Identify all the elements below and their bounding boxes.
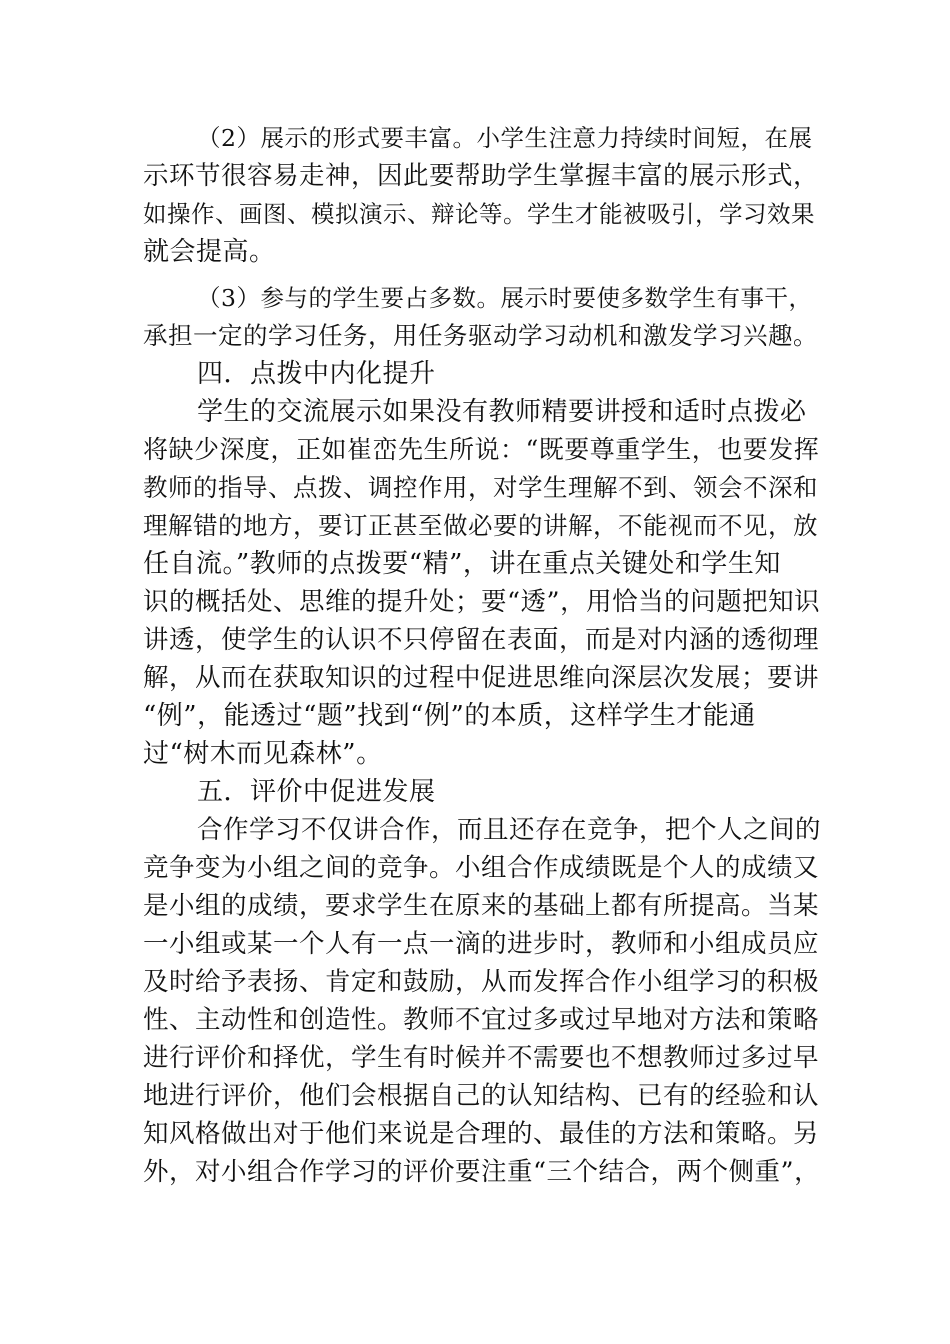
paragraph-line: 如操作、画图、模拟演示、辩论等。学生才能被吸引，学习效果 <box>143 200 815 228</box>
paragraph-line: 知风格做出对于他们来说是合理的、最佳的方法和策略。另 <box>143 1119 820 1149</box>
paragraph-line: （3）参与的学生要占多数。展示时要使多数学生有事干， <box>197 284 813 312</box>
paragraph-line: 竞争变为小组之间的竞争。小组合作成绩既是个人的成绩又 <box>143 853 820 883</box>
paragraph-line: 进行评价和择优，学生有时候并不需要也不想教师过多过早 <box>143 1043 820 1073</box>
paragraph-line: 性、主动性和创造性。教师不宜过多或过早地对方法和策略 <box>143 1005 820 1035</box>
paragraph-line: 是小组的成绩，要求学生在原来的基础上都有所提高。当某 <box>143 891 820 921</box>
paragraph-line: 地进行评价，他们会根据自己的认知结构、已有的经验和认 <box>143 1081 820 1111</box>
paragraph-line: “例”，能透过“题”找到“例”的本质，这样学生才能通 <box>143 701 756 731</box>
paragraph-line: 识的概括处、思维的提升处；要“透”，用恰当的问题把知识 <box>143 587 821 617</box>
paragraph-line: 及时给予表扬、肯定和鼓励，从而发挥合作小组学习的积极 <box>143 967 820 997</box>
paragraph-line: （2）展示的形式要丰富。小学生注意力持续时间短，在展 <box>197 124 813 152</box>
paragraph-line: 就会提高。 <box>143 237 276 267</box>
paragraph-line: 一小组或某一个人有一点一滴的进步时，教师和小组成员应 <box>143 929 820 959</box>
paragraph-line: 合作学习不仅讲合作，而且还存在竞争，把个人之间的 <box>197 815 822 845</box>
paragraph-line: 示环节很容易走神，因此要帮助学生掌握丰富的展示形式， <box>143 161 820 191</box>
paragraph-line: 外，对小组合作学习的评价要注重“三个结合，两个侧重”， <box>143 1157 821 1187</box>
section-heading: 四．点拨中内化提升 <box>197 359 436 389</box>
paragraph-line: 教师的指导、点拨、调控作用，对学生理解不到、领会不深和 <box>143 473 818 502</box>
paragraph-line: 学生的交流展示如果没有教师精要讲授和适时点拨必 <box>197 397 807 427</box>
paragraph-line: 讲透，使学生的认识不只停留在表面，而是对内涵的透彻理 <box>143 625 820 655</box>
paragraph-line: 将缺少深度，正如崔峦先生所说：“既要尊重学生，也要发挥 <box>143 435 820 464</box>
paragraph-line: 理解错的地方，要订正甚至做必要的讲解，不能视而不见，放 <box>143 511 818 540</box>
paragraph-line: 过“树木而见森林”。 <box>143 739 383 769</box>
paragraph-line: 任自流。”教师的点拨要“精”，讲在重点关键处和学生知 <box>143 549 781 579</box>
paragraph-line: 解，从而在获取知识的过程中促进思维向深层次发展；要讲 <box>143 663 820 693</box>
paragraph-line: 承担一定的学习任务，用任务驱动学习动机和激发学习兴趣。 <box>143 321 818 350</box>
section-heading: 五．评价中促进发展 <box>197 777 436 807</box>
